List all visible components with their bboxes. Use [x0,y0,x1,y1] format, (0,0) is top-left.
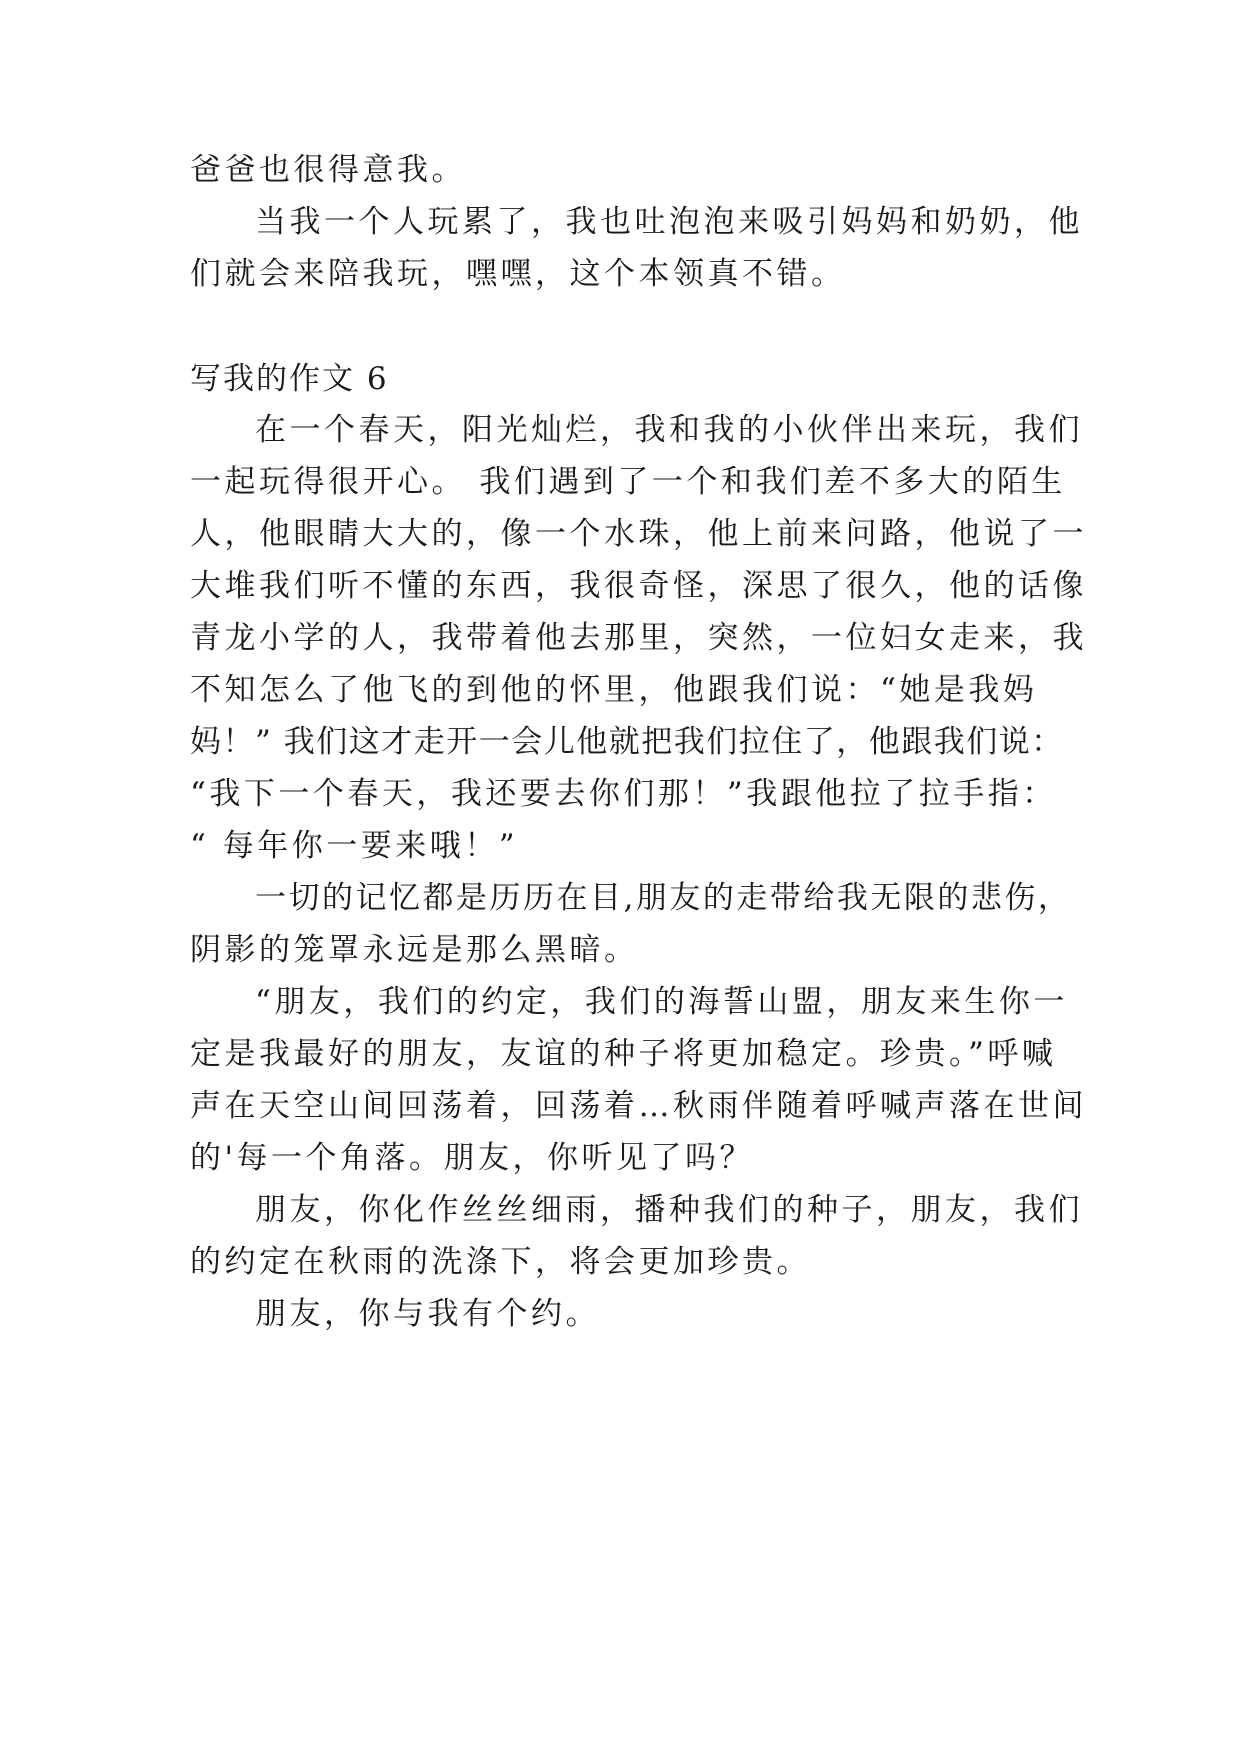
text-line: “ 每年你一要来哦！” [190,828,519,864]
paragraph-first-line: 朋友，你化作丝丝细雨，播种我们的种子，朋友，我们 [255,1192,1083,1228]
text-line: 一起玩得很开心。 我们遇到了一个和我们差不多大的陌生 [190,464,1066,500]
paragraph-first-line: 一切的记忆都是历历在目,朋友的走带给我无限的悲伤， [255,880,1072,916]
text-line: 不知怎么了他飞的到他的怀里，他跟我们说：“她是我妈 [190,672,1038,708]
text-line: 定是我最好的朋友，友谊的种子将更加稳定。珍贵。”呼喊 [190,1036,1057,1072]
text-line: 大堆我们听不懂的东西，我很奇怪，深思了很久，他的话像 [190,568,1087,604]
text-line: 阴影的笼罩永远是那么黑暗。 [190,932,639,968]
paragraph-first-line: 在一个春天，阳光灿烂，我和我的小伙伴出来玩，我们 [255,412,1083,448]
section-heading: 写我的作文 6 [190,361,389,397]
text-line: 爸爸也很得意我。 [190,152,466,188]
text-line: “我下一个春天，我还要去你们那！”我跟他拉了拉手指： [190,776,1057,812]
text-line: 的'每一个角落。朋友，你听见了吗？ [190,1140,755,1176]
text-line: 妈！” 我们这才走开一会儿他就把我们拉住了，他跟我们说： [190,724,1064,760]
text-line: 的约定在秋雨的洗涤下，将会更加珍贵。 [190,1244,811,1280]
paragraph-first-line: “朋友，我们的约定，我们的海誓山盟，朋友来生你一 [255,984,1068,1020]
paragraph-first-line: 朋友，你与我有个约。 [255,1296,600,1332]
text-line: 声在天空山间回荡着，回荡着…秋雨伴随着呼喊声落在世间 [190,1088,1087,1124]
text-line: 们就会来陪我玩，嘿嘿，这个本领真不错。 [190,256,846,292]
text-line: 青龙小学的人，我带着他去那里，突然，一位妇女走来，我 [190,620,1087,656]
text-line: 人，他眼睛大大的，像一个水珠，他上前来问路，他说了一 [190,516,1087,552]
paragraph-first-line: 当我一个人玩累了，我也吐泡泡来吸引妈妈和奶奶，他 [255,204,1083,240]
